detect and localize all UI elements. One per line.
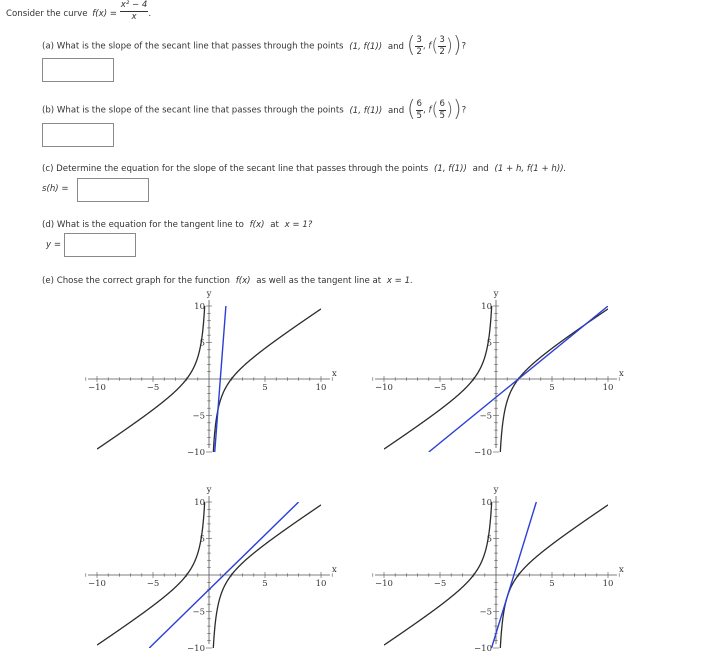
y-axis-label: y [206,289,212,299]
y-tick-label-neg10: −10 [187,448,205,456]
part-b-text: (b) What is the slope of the secant line that passes through the points [42,105,344,116]
x-axis-label: x [619,369,624,379]
x-tick-label-5: 5 [549,383,555,393]
y-tick-label-5: 5 [199,534,205,545]
part-a-and: and [387,41,405,52]
x-tick-label-10: 10 [602,579,614,589]
part-c-point2: (1 + h, f(1 + h)). [494,164,567,174]
curve-left-branch [97,286,206,449]
part-c-answer-input[interactable] [77,178,149,202]
y-tick-label-neg5: −5 [479,411,492,422]
problem-statement [6,0,152,27]
part-b-question-mark: ? [461,105,467,116]
part-c-and: and [472,164,489,174]
y-axis-label: y [493,289,499,299]
part-d-fx: f(x) [249,220,265,230]
part-e-x-eq: x = 1. [386,276,413,286]
part-a-x-fraction: $\frac{3}{2}$ [416,34,422,57]
graph-option-bottom-right[interactable] [367,482,637,652]
part-c-text: (c) Determine the equation for the slope of the secant line that passes through the points [42,164,429,174]
x-tick-label-5: 5 [549,579,555,589]
x-tick-label-neg5: −5 [433,383,447,393]
x-tick-label-neg10: −10 [88,579,106,589]
part-b-question: (b) What is the slope of the secant line that passes through the points (1, f(1)) and ( $\frac{6}{5}$ , f( $\frac{6}{5}$ ))? [42,97,467,122]
x-tick-label-neg5: −5 [433,579,447,589]
part-d-at: at [270,220,279,230]
x-tick-label-10: 10 [315,579,327,589]
y-axis-label: y [493,485,499,495]
part-b-answer-input[interactable] [42,123,114,147]
x-axis-label: x [619,565,624,575]
part-d-text: (d) What is the equation for the tangent line to [42,220,244,230]
part-b-x-fraction: $\frac{6}{5}$ [416,98,422,121]
part-e-rest: as well as the tangent line at [256,276,382,286]
x-tick-label-neg10: −10 [375,579,393,589]
y-tick-label-neg5: −5 [192,607,205,618]
y-tick-label-neg10: −10 [187,644,205,652]
part-b-arg-fraction: $\frac{6}{5}$ [439,98,445,121]
part-b-f: f [428,105,432,116]
part-a-f: f [428,41,432,52]
part-d-answer-input[interactable] [64,233,136,257]
graph-option-top-left[interactable] [80,286,350,456]
part-e-text: (e) Chose the correct graph for the function [42,276,230,286]
part-c-question [42,164,566,174]
part-c-point1: (1, f(1)) [434,164,467,174]
curve-left-branch [97,482,206,645]
function-fraction [120,0,152,22]
part-a-text: (a) What is the slope of the secant line that passes through the points [42,41,344,52]
part-c-label: s(h) = [42,184,69,194]
intro-text: Consider the curve [6,9,88,19]
part-b-point1: (1, f(1)) [349,105,383,116]
x-tick-label-5: 5 [262,383,268,393]
paren-open: ( [406,33,416,58]
y-tick-label-neg10: −10 [474,644,492,652]
y-tick-label-5: 5 [486,534,492,545]
x-tick-label-5: 5 [262,579,268,589]
equals-sign: = [109,9,117,19]
x-tick-label-neg5: −5 [146,383,160,393]
graph-option-top-right[interactable] [367,286,637,456]
x-tick-label-neg10: −10 [88,383,106,393]
y-tick-label-5: 5 [199,338,205,349]
fraction-numerator: x² − 4 [120,0,148,11]
function-label: f(x) [92,9,108,19]
x-tick-label-10: 10 [315,383,327,393]
x-tick-label-neg5: −5 [146,579,160,589]
y-axis-label: y [206,485,212,495]
y-tick-label-10: 10 [194,302,205,312]
part-a-question: (a) What is the slope of the secant line that passes through the points (1, f(1)) and ( $\frac{3}{2}$ , f( $\frac{3}{2}$ ))? [42,33,466,58]
curve-left-branch [384,482,493,645]
y-tick-label-neg5: −5 [479,607,492,618]
y-tick-label-5: 5 [486,338,492,349]
curve-left-branch [384,286,493,449]
x-tick-label-10: 10 [602,383,614,393]
y-tick-label-neg5: −5 [192,411,205,422]
part-a-answer-input[interactable] [42,58,114,82]
x-axis-label: x [332,369,337,379]
part-a-point1: (1, f(1)) [349,41,383,52]
period: . [148,9,152,19]
part-d-question [42,220,312,230]
part-a-question-mark: ? [461,41,466,52]
y-tick-label-neg10: −10 [474,448,492,456]
part-a-arg-fraction: $\frac{3}{2}$ [439,34,445,57]
part-e-fx: f(x) [235,276,251,286]
y-tick-label-10: 10 [481,302,492,312]
x-axis-label: x [332,565,337,575]
fraction-denominator: x [131,12,137,22]
part-d-x-eq: x = 1? [284,220,313,230]
graph-option-bottom-left[interactable] [80,482,350,652]
y-tick-label-10: 10 [481,498,492,508]
x-tick-label-neg10: −10 [375,383,393,393]
part-b-and: and [388,105,405,116]
part-d-label: y = [46,240,62,250]
part-e-question [42,276,413,286]
y-tick-label-10: 10 [194,498,205,508]
